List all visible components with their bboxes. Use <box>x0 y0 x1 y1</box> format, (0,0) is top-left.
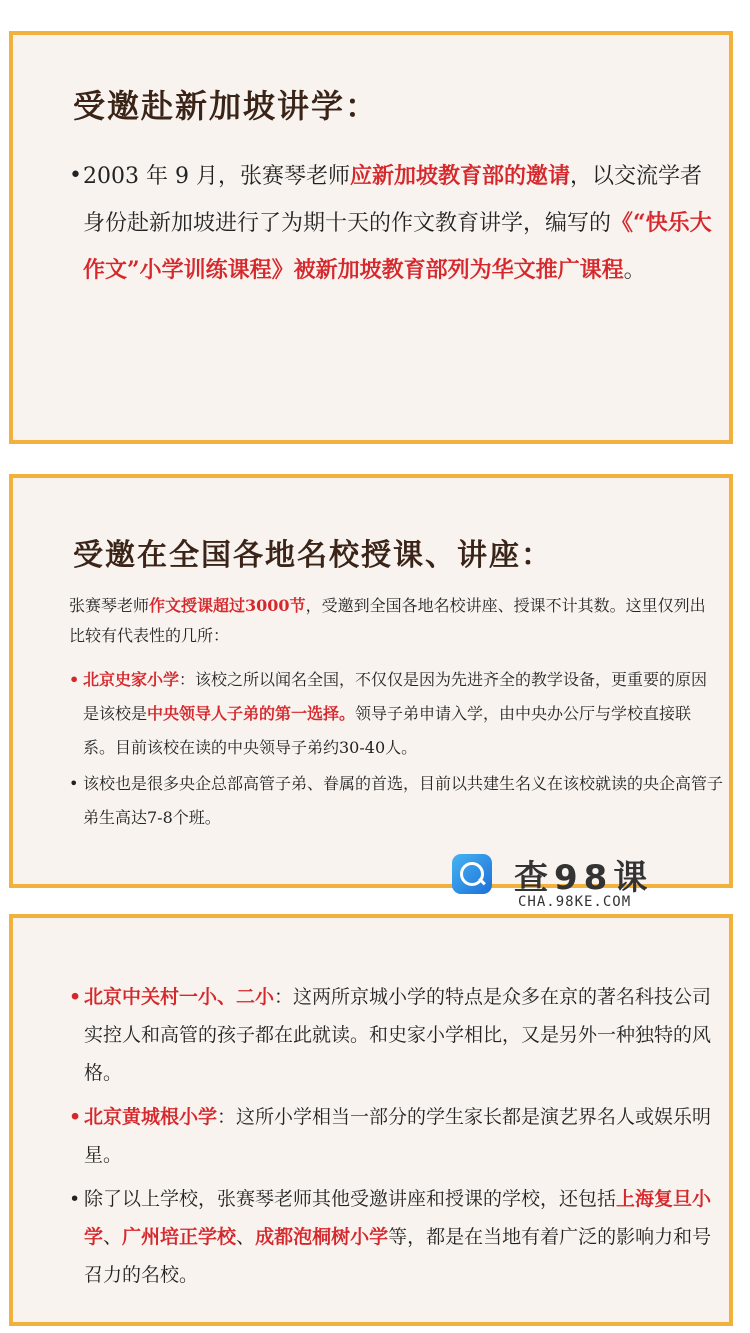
card-singapore-lecture <box>9 31 733 444</box>
bullet-dot: • <box>69 986 82 1008</box>
bullet-paragraph: • 2003 年 9 月，张赛琴老师应新加坡教育部的邀请，以交流学者身份赴新加坡进行了为期十天的作文教育讲学，编写的《“快乐大作文”小学训练课程》被新加坡教育部列为华文推广课程。 <box>69 153 723 294</box>
section-heading: 受邀在全国各地名校授课、讲座： <box>73 538 553 573</box>
bullet-dot: • <box>69 774 79 793</box>
bullet-dot: • <box>69 670 80 689</box>
bullet-paragraph: • 北京史家小学：该校之所以闻名全国，不仅仅是因为先进齐全的教学设备，更重要的原因是该校是中央领导人子弟的第一选择。领导子弟申请入学，由中央办公厅与学校直接联系。目前该校在读的中央领导子弟约30-40人。 <box>69 663 723 765</box>
card-famous-schools <box>9 914 733 1326</box>
bullet-paragraph: • 北京中关村一小、二小：这两所京城小学的特点是众多在京的著名科技公司实控人和高管的孩子都在此就读。和史家小学相比，又是另外一种独特的风格。 <box>69 978 724 1092</box>
section-heading: 受邀赴新加坡讲学： <box>73 87 380 125</box>
bullet-dot: • <box>69 163 82 188</box>
watermark-title: 查98课 <box>514 858 654 898</box>
watermark-subtitle: CHA.98KE.COM <box>518 894 632 910</box>
bullet-paragraph: • 除了以上学校，张赛琴老师其他受邀讲座和授课的学校，还包括上海复旦小学、广州培正学校、成都泡桐树小学等，都是在当地有着广泛的影响力和号召力的名校。 <box>69 1180 724 1294</box>
card-national-lectures <box>9 474 733 888</box>
intro-paragraph: 张赛琴老师作文授课超过3000节，受邀到全国各地名校讲座、授课不计其数。这里仅列出比较有代表性的几所： <box>69 596 706 645</box>
bullet-dot: • <box>69 1188 81 1210</box>
bullet-dot: • <box>69 1106 82 1128</box>
watermark-logo <box>452 850 652 916</box>
bullet-paragraph: • 该校也是很多央企总部高管子弟、眷属的首选，目前以共建生名义在该校就读的央企高管子弟生高达7-8个班。 <box>69 767 723 835</box>
bullet-paragraph: • 北京黄城根小学：这所小学相当一部分的学生家长都是演艺界名人或娱乐明星。 <box>69 1098 724 1174</box>
search-logo-icon <box>452 854 492 894</box>
